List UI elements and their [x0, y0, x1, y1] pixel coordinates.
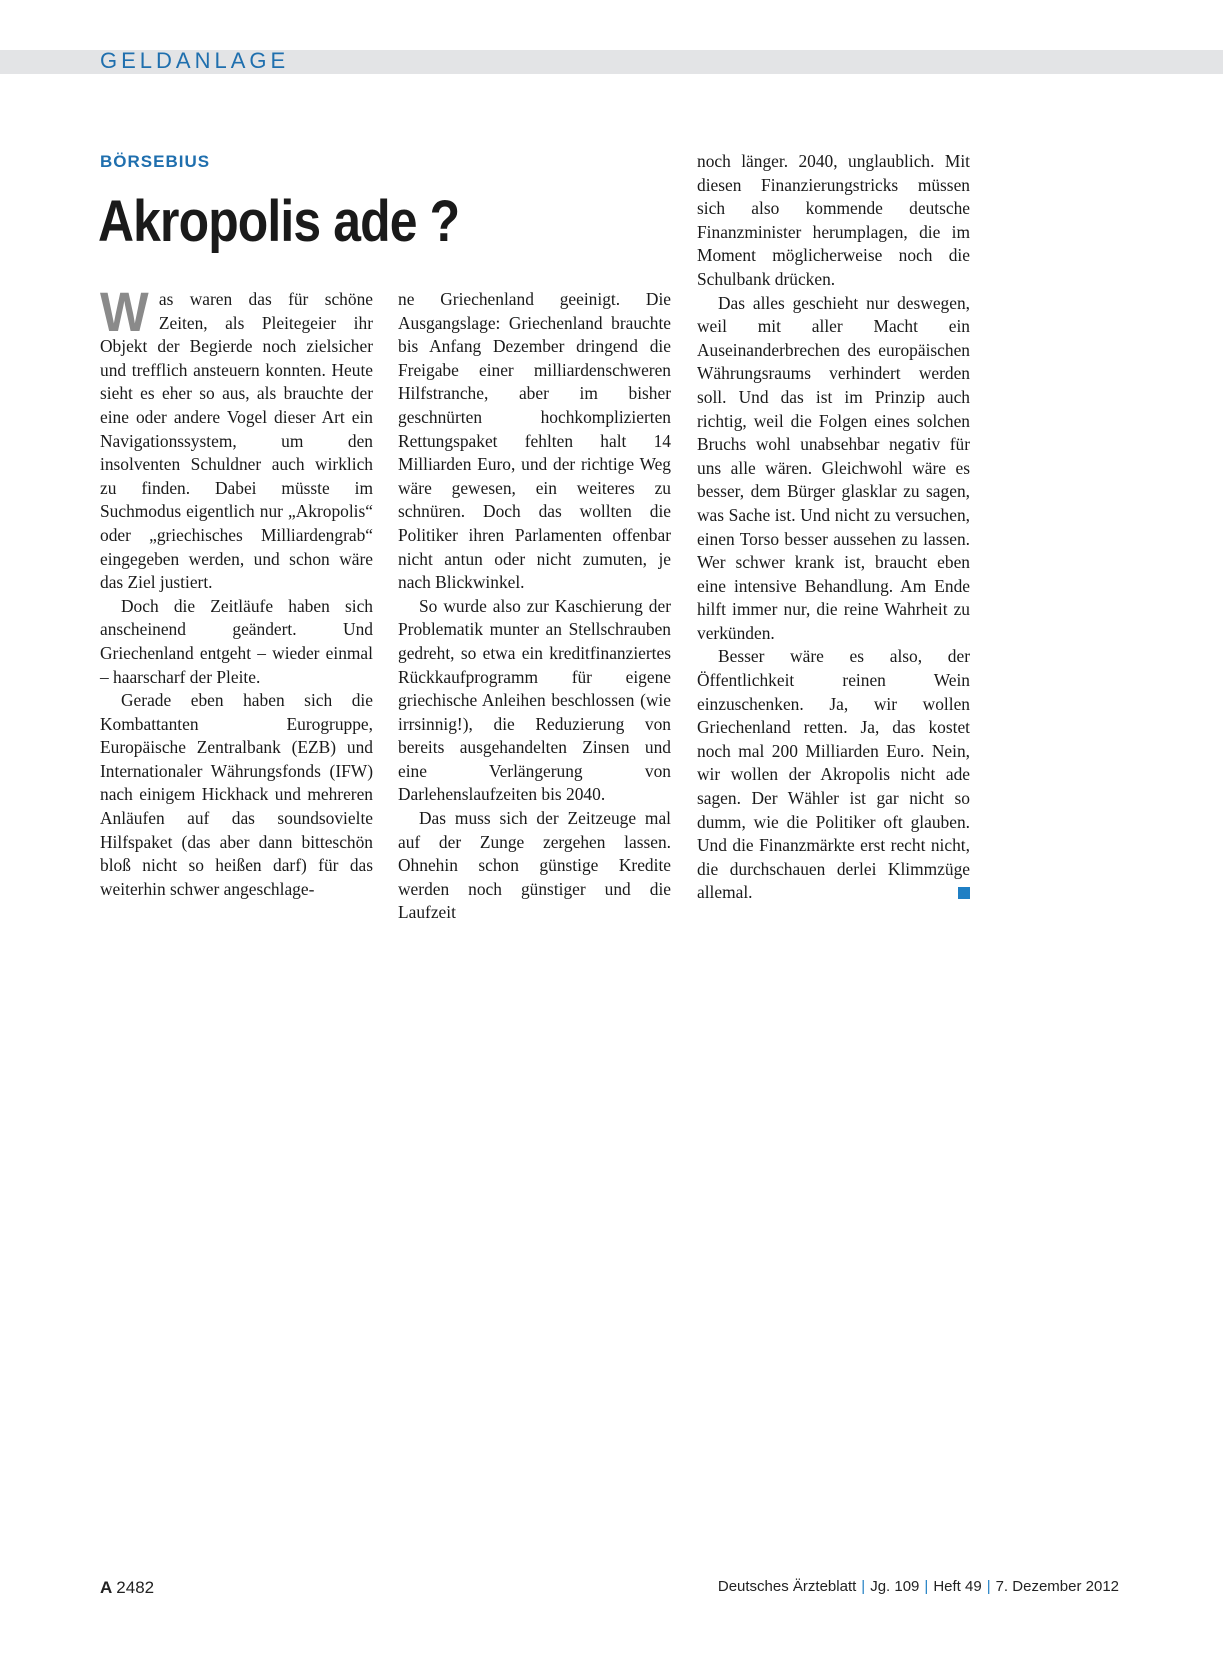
paragraph-text: Besser wäre es also, der Öffentlichkeit reinen Wein einzuschenken. Ja, wir wollen Griechenland retten. Ja, das kostet noch mal 200 Milliarden Euro. Nein, wir wollen der Akropolis nicht ade sagen. Der Wähler ist gar nicht so dumm, wie die Politiker oft glauben. Und die Finanzmärkte erst recht nicht, die durchschauen derlei Klimmzüge allemal. — [697, 646, 970, 903]
paragraph — [100, 280, 373, 595]
article-column-1 — [100, 280, 373, 901]
issue-date: 7. Dezember 2012 — [995, 1578, 1119, 1595]
paragraph: noch länger. 2040, unglaublich. Mit diesen Finanzierungstricks müssen sich also kommende deutsche Finanzminister herumplagen, die im Moment möglicherweise noch die Schulbank drücken. — [697, 151, 970, 289]
paragraph: ne Griechenland geeinigt. Die Ausgangslage: Griechenland brauchte bis Anfang Dezember dringend die Freigabe einer milliardenschweren Hilfstranche, aber im bisher geschnürten hochkomplizierten Rettungspaket fehlten halt 14 Milliarden Euro, und der richtige Weg wäre gewesen, ein weiteres zu schnüren. Doch das wollten die Politiker ihren Parlamenten offenbar nicht antun oder nicht zumuten, je nach Blickwinkel. — [398, 289, 671, 593]
issue: Heft 49 — [933, 1578, 982, 1595]
column-kicker: BÖRSEBIUS — [100, 152, 211, 171]
journal-name: Deutsches Ärzteblatt — [717, 1578, 857, 1595]
paragraph: Doch die Zeitläufe haben sich anscheinend geändert. Und Griechenland entgeht – wieder einmal – haarscharf der Pleite. — [100, 595, 373, 687]
article-column-3 — [697, 150, 970, 905]
article-column-2 — [398, 288, 671, 925]
volume: Jg. 109 — [870, 1578, 920, 1595]
separator: | — [986, 1578, 991, 1595]
paragraph: Das muss sich der Zeitzeuge mal auf der Zunge zergehen lassen. Ohnehin schon günstige Kredite werden noch günstiger und die Laufzeit — [398, 808, 671, 923]
page-number — [100, 1578, 154, 1598]
separator: | — [924, 1578, 929, 1595]
paragraph: Gerade eben haben sich die Kombattanten Eurogruppe, Europäische Zentralbank (EZB) und Internationaler Währungsfonds (IFW) nach einigem Hickhack und mehreren Anläufen auf das soundsovielte Hilfspaket (das aber dann bitteschön bloß nicht so heißen darf) für das weiterhin schwer angeschlage- — [100, 690, 373, 899]
end-of-article-icon — [958, 887, 970, 899]
paragraph: Das alles geschieht nur deswegen, weil mit aller Macht ein Auseinanderbrechen des europäischen Währungsraums verhindert werden soll. Und das ist im Prinzip auch richtig, weil die Folgen eines solchen Bruchs wohl unabsehbar negativ für uns alle wären. Gleichwohl wäre es besser, dem Bürger glasklar zu sagen, was Sache ist. Und nicht zu versuchen, einen Torso besser aussehen zu lassen. Wer schwer krank ist, braucht eben eine intensive Behandlung. Am Ende hilft immer nur, die reine Wahrheit zu verkünden. — [697, 292, 970, 643]
drop-cap: W — [100, 280, 149, 343]
paragraph — [697, 645, 970, 905]
publication-info — [718, 1578, 1119, 1595]
separator: | — [861, 1578, 866, 1595]
section-label: GELDANLAGE — [100, 48, 290, 73]
article-headline: Akropolis ade ? — [98, 189, 460, 254]
paragraph: So wurde also zur Kaschierung der Problematik munter an Stellschrauben gedreht, so etwa ein kreditfinanziertes Rückkaufprogramm für eigene griechische Anleihen beschlossen (wie irrsinnig!), die Reduzierung von bereits ausgehandelten Zinsen und eine Verlängerung von Darlehenslaufzeiten bis 2040. — [398, 595, 671, 805]
page-number-value: 2482 — [116, 1578, 155, 1597]
page-prefix: A — [100, 1578, 113, 1597]
paragraph-text: as waren das für schöne Zeiten, als Pleitegeier ihr Objekt der Begierde noch zielsicher und trefflich ansteuern konnten. Heute sieht es eher so aus, als brauchte der eine oder andere Vogel dieser Art ein Navigationssystem, um den insolventen Schuldner auch wirklich zu finden. Dabei müsste im Suchmodus eigentlich nur „Akropolis“ oder „griechisches Milliardengrab“ eingegeben werden, und schon wäre das Ziel justiert. — [100, 289, 373, 593]
